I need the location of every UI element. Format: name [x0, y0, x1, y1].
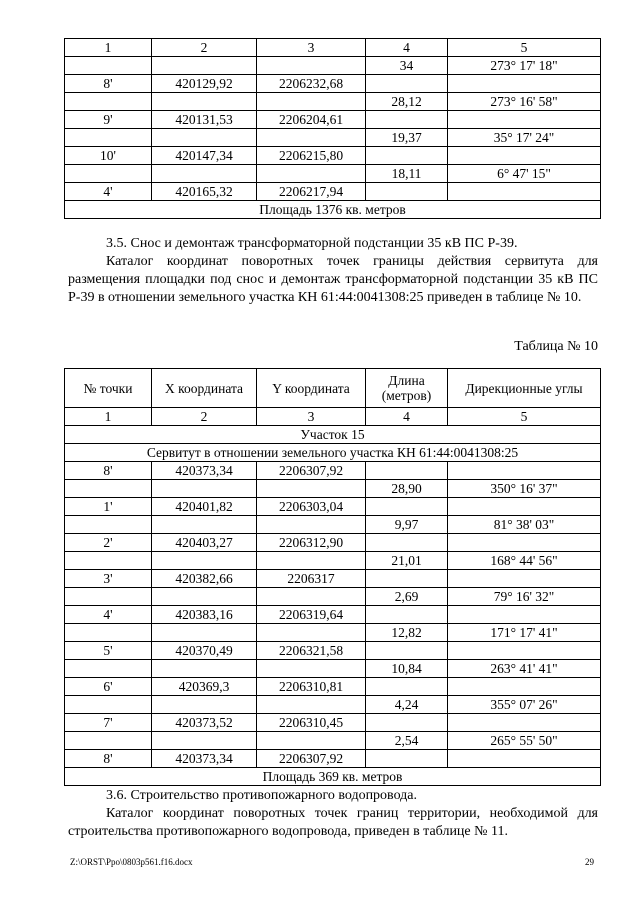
table-cell: 420373,34: [152, 750, 257, 768]
table-cell: 12,82: [366, 624, 448, 642]
area-total: Площадь 1376 кв. метров: [65, 201, 601, 219]
table-cell: 2206303,04: [257, 498, 366, 516]
table2-body: [65, 369, 601, 786]
table-row: [65, 534, 601, 552]
table-cell: 168° 44' 56": [448, 552, 601, 570]
table-cell: [448, 498, 601, 516]
table-cell: 273° 17' 18": [448, 57, 601, 75]
table-cell: 2206217,94: [257, 183, 366, 201]
table-cell: 2206310,45: [257, 714, 366, 732]
header-point-number: № точки: [65, 369, 152, 408]
section-3-5-paragraph: Каталог координат поворотных точек границы действия сервитута для размещения площадки под снос и демонтаж трансформаторной подстанции 35 кВ ПС Р-39 в отношении земельного участка КН 61:44:0041308:25 приведен в таблице № 10.: [68, 254, 598, 305]
table-cell: [152, 552, 257, 570]
table-cell: [152, 732, 257, 750]
table-cell: [448, 75, 601, 93]
table-cell: [366, 606, 448, 624]
header-y-coordinate: Y координата: [257, 369, 366, 408]
table-cell: [65, 129, 152, 147]
col-number: 2: [152, 39, 257, 57]
table-cell: 8': [65, 462, 152, 480]
table-cell: 10,84: [366, 660, 448, 678]
table-cell: [448, 147, 601, 165]
table-cell: [65, 696, 152, 714]
table-row: [65, 57, 601, 75]
area-row: [65, 201, 601, 219]
table-cell: 81° 38' 03": [448, 516, 601, 534]
table-cell: [448, 570, 601, 588]
table-cell: 6° 47' 15": [448, 165, 601, 183]
col-number: 3: [257, 408, 366, 426]
table-cell: [366, 111, 448, 129]
table-cell: [152, 93, 257, 111]
servitude-label: Сервитут в отношении земельного участка КН 61:44:0041308:25: [65, 444, 601, 462]
table-cell: [257, 129, 366, 147]
table-cell: 420369,3: [152, 678, 257, 696]
col-number: 3: [257, 39, 366, 57]
table-cell: 3': [65, 570, 152, 588]
table-cell: [65, 480, 152, 498]
coordinates-table-10: [64, 368, 601, 786]
table-cell: 5': [65, 642, 152, 660]
plot-section-label: Участок 15: [65, 426, 601, 444]
table-cell: [448, 462, 601, 480]
table-cell: 263° 41' 41": [448, 660, 601, 678]
table-cell: 2206310,81: [257, 678, 366, 696]
table-cell: [257, 165, 366, 183]
page-number: 29: [585, 857, 594, 867]
table-row: [65, 606, 601, 624]
table-cell: 2,69: [366, 588, 448, 606]
area-total: Площадь 369 кв. метров: [65, 768, 601, 786]
table-cell: 355° 07' 26": [448, 696, 601, 714]
table-cell: [152, 588, 257, 606]
table-cell: [65, 624, 152, 642]
table-cell: [65, 588, 152, 606]
table-cell: [65, 732, 152, 750]
table-cell: [448, 714, 601, 732]
table-cell: 34: [366, 57, 448, 75]
table-row: [65, 480, 601, 498]
table-cell: 4': [65, 183, 152, 201]
table-cell: [366, 714, 448, 732]
section-3-5-heading: 3.5. Снос и демонтаж трансформаторной подстанции 35 кВ ПС Р-39.: [106, 236, 518, 251]
table-row: [65, 462, 601, 480]
table-cell: 18,11: [366, 165, 448, 183]
table-cell: 10': [65, 147, 152, 165]
section-row: [65, 426, 601, 444]
col-number: 5: [448, 408, 601, 426]
table-cell: 2206307,92: [257, 750, 366, 768]
table-cell: [65, 165, 152, 183]
table-cell: [366, 183, 448, 201]
table-cell: 2206321,58: [257, 642, 366, 660]
table-cell: 420131,53: [152, 111, 257, 129]
table-cell: 6': [65, 678, 152, 696]
table-cell: [65, 552, 152, 570]
table-cell: [152, 696, 257, 714]
table-cell: 2206307,92: [257, 462, 366, 480]
table1-body: [65, 39, 601, 219]
footer-file-path: Z:\ORST\Ppo\0803p561.f16.docx: [70, 857, 193, 867]
column-number-row: [65, 408, 601, 426]
table-cell: [65, 516, 152, 534]
table-cell: [152, 165, 257, 183]
table-row: [65, 93, 601, 111]
table-cell: [366, 75, 448, 93]
table-cell: 1': [65, 498, 152, 516]
header-direction-angles: Дирекционные углы: [448, 369, 601, 408]
table-cell: 79° 16' 32": [448, 588, 601, 606]
table-row: [65, 498, 601, 516]
table-cell: [257, 57, 366, 75]
table-row: [65, 642, 601, 660]
table-cell: [366, 678, 448, 696]
table-row: [65, 588, 601, 606]
table-cell: [257, 516, 366, 534]
table-cell: [366, 534, 448, 552]
header-length: Длина (метров): [366, 369, 448, 408]
table-cell: 9,97: [366, 516, 448, 534]
table-cell: [257, 552, 366, 570]
col-number: 5: [448, 39, 601, 57]
table-cell: [366, 462, 448, 480]
table-cell: 21,01: [366, 552, 448, 570]
table-cell: [257, 696, 366, 714]
table-row: [65, 732, 601, 750]
table-cell: 420401,82: [152, 498, 257, 516]
table-cell: [257, 624, 366, 642]
table-cell: [366, 642, 448, 660]
table-cell: 420382,66: [152, 570, 257, 588]
table-cell: 420147,34: [152, 147, 257, 165]
table-cell: [152, 57, 257, 75]
table-cell: [152, 480, 257, 498]
table-cell: 273° 16' 58": [448, 93, 601, 111]
table-cell: 2206319,64: [257, 606, 366, 624]
subsection-row: [65, 444, 601, 462]
table-cell: [448, 750, 601, 768]
col-number: 4: [366, 39, 448, 57]
table-cell: 420373,34: [152, 462, 257, 480]
table-cell: 2206215,80: [257, 147, 366, 165]
table-row: [65, 660, 601, 678]
table-cell: 265° 55' 50": [448, 732, 601, 750]
table-cell: 420383,16: [152, 606, 257, 624]
table-cell: [257, 93, 366, 111]
header-row: [65, 369, 601, 408]
section-3-6-paragraph: Каталог координат поворотных точек границ территории, необходимой для строительства противопожарного водопровода, приведен в таблице № 11.: [68, 806, 598, 839]
table-cell: 420370,49: [152, 642, 257, 660]
table-cell: 171° 17' 41": [448, 624, 601, 642]
table-cell: [257, 732, 366, 750]
table-cell: 2206317: [257, 570, 366, 588]
table-cell: 350° 16' 37": [448, 480, 601, 498]
col-number: 4: [366, 408, 448, 426]
table-cell: 8': [65, 75, 152, 93]
table-row: [65, 696, 601, 714]
table-cell: 4': [65, 606, 152, 624]
table-cell: 2,54: [366, 732, 448, 750]
table-row: [65, 750, 601, 768]
table-cell: 7': [65, 714, 152, 732]
table-cell: 28,90: [366, 480, 448, 498]
table-cell: 2206312,90: [257, 534, 366, 552]
col-number: 1: [65, 39, 152, 57]
table-cell: 28,12: [366, 93, 448, 111]
table-cell: [65, 660, 152, 678]
table-cell: 420165,32: [152, 183, 257, 201]
table-cell: 2206204,61: [257, 111, 366, 129]
table-cell: [65, 93, 152, 111]
table-cell: 420403,27: [152, 534, 257, 552]
table-cell: 8': [65, 750, 152, 768]
table-cell: [366, 147, 448, 165]
table-cell: 420129,92: [152, 75, 257, 93]
column-number-row: [65, 39, 601, 57]
table-cell: 2206232,68: [257, 75, 366, 93]
table-cell: 35° 17' 24": [448, 129, 601, 147]
table-cell: [448, 642, 601, 660]
table-row: [65, 165, 601, 183]
table-cell: [366, 750, 448, 768]
section-3-6-heading: 3.6. Строительство противопожарного водопровода.: [106, 788, 418, 803]
table-row: [65, 183, 601, 201]
table-cell: [257, 480, 366, 498]
table-cell: [152, 624, 257, 642]
table-cell: [366, 570, 448, 588]
table-cell: [448, 183, 601, 201]
table-cell: [65, 57, 152, 75]
table-cell: 420373,52: [152, 714, 257, 732]
table-row: [65, 516, 601, 534]
coordinates-table-continued: [64, 38, 601, 219]
table-cell: 19,37: [366, 129, 448, 147]
table-cell: 2': [65, 534, 152, 552]
table-row: [65, 714, 601, 732]
table-cell: 4,24: [366, 696, 448, 714]
table-cell: [448, 534, 601, 552]
table-cell: [152, 516, 257, 534]
table-cell: [448, 678, 601, 696]
area-row: [65, 768, 601, 786]
table-cell: [448, 111, 601, 129]
table-row: [65, 129, 601, 147]
table-row: [65, 147, 601, 165]
table-cell: [448, 606, 601, 624]
header-x-coordinate: X координата: [152, 369, 257, 408]
table-cell: [366, 498, 448, 516]
table-row: [65, 552, 601, 570]
table-cell: [257, 588, 366, 606]
col-number: 1: [65, 408, 152, 426]
table-cell: [257, 660, 366, 678]
table-cell: [152, 660, 257, 678]
table-row: [65, 624, 601, 642]
table-row: [65, 678, 601, 696]
table-row: [65, 570, 601, 588]
table-cell: [152, 129, 257, 147]
table-cell: 9': [65, 111, 152, 129]
col-number: 2: [152, 408, 257, 426]
table-row: [65, 111, 601, 129]
table-row: [65, 75, 601, 93]
table-caption: Таблица № 10: [514, 339, 598, 354]
